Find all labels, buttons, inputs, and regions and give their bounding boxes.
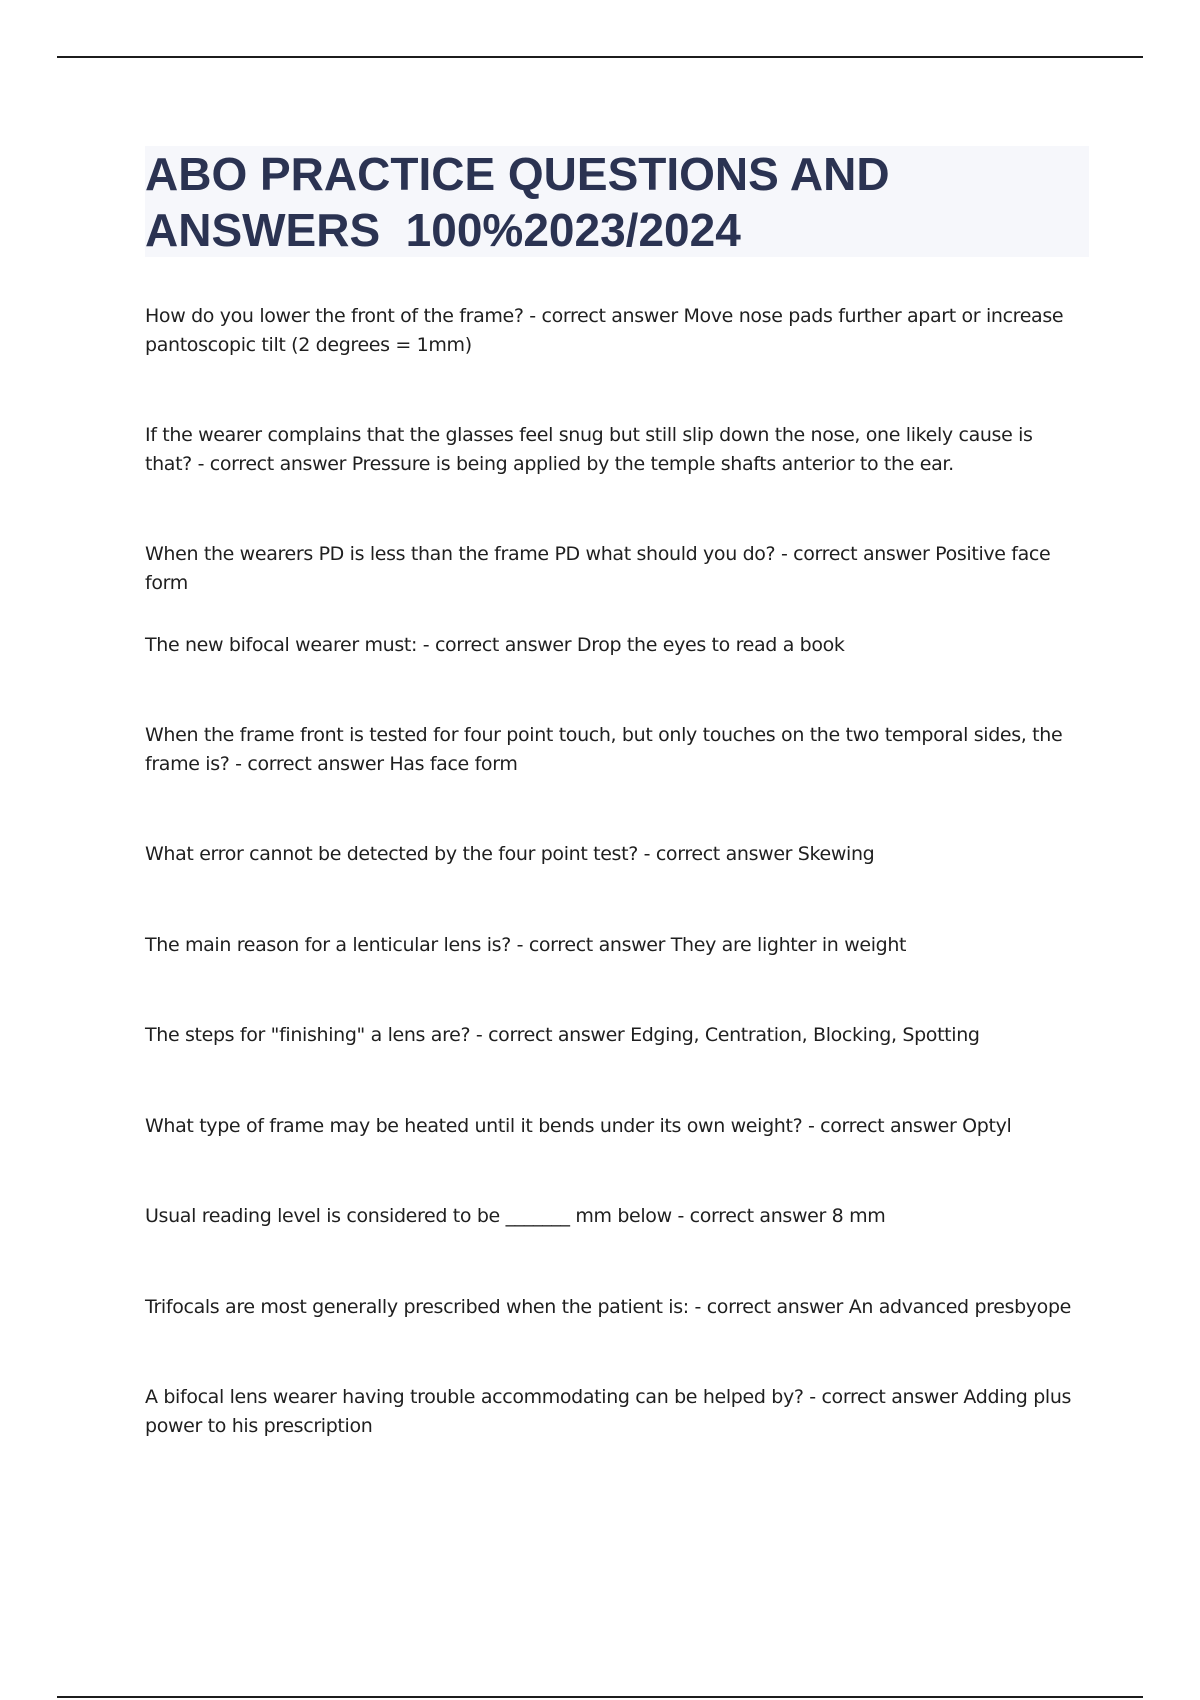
qa-item: A bifocal lens wearer having trouble accommodating can be helped by? - correct answer Adding plus power to his prescription [145,1386,1072,1437]
qa-item: Trifocals are most generally prescribed when the patient is: - correct answer An advanced presbyope [145,1295,1072,1318]
qa-item: How do you lower the front of the frame? - correct answer Move nose pads further apart or increase pantoscopic tilt (2 degrees = 1mm) [145,305,1064,356]
qa-item: What type of frame may be heated until it bends under its own weight? - correct answer Optyl [145,1114,1012,1137]
document-title-line-2: ANSWERS 100%2023/2024 [145,204,741,256]
qa-list [145,302,1085,1502]
qa-item: The steps for "finishing" a lens are? - correct answer Edging, Centration, Blocking, Spotting [145,1024,980,1046]
qa-item: When the wearers PD is less than the frame PD what should you do? - correct answer Positive face form [145,543,1051,594]
qa-item: When the frame front is tested for four point touch, but only touches on the two temporal sides, the frame is? - correct answer Has face form [145,724,1063,775]
qa-item: If the wearer complains that the glasses feel snug but still slip down the nose, one likely cause is that? - correct answer Pressure is being applied by the temple shafts anterior to the ear. [145,424,1033,475]
bottom-rule [57,1696,1143,1698]
qa-item: The new bifocal wearer must: - correct answer Drop the eyes to read a book [145,633,845,656]
document-title [145,146,1089,257]
qa-item: What error cannot be detected by the four point test? - correct answer Skewing [145,843,875,865]
qa-item: Usual reading level is considered to be _______ mm below - correct answer 8 mm [145,1205,886,1227]
document-title-line-1: ABO PRACTICE QUESTIONS AND [145,148,890,200]
qa-item: The main reason for a lenticular lens is? - correct answer They are lighter in weight [145,933,907,956]
top-rule [57,56,1143,58]
